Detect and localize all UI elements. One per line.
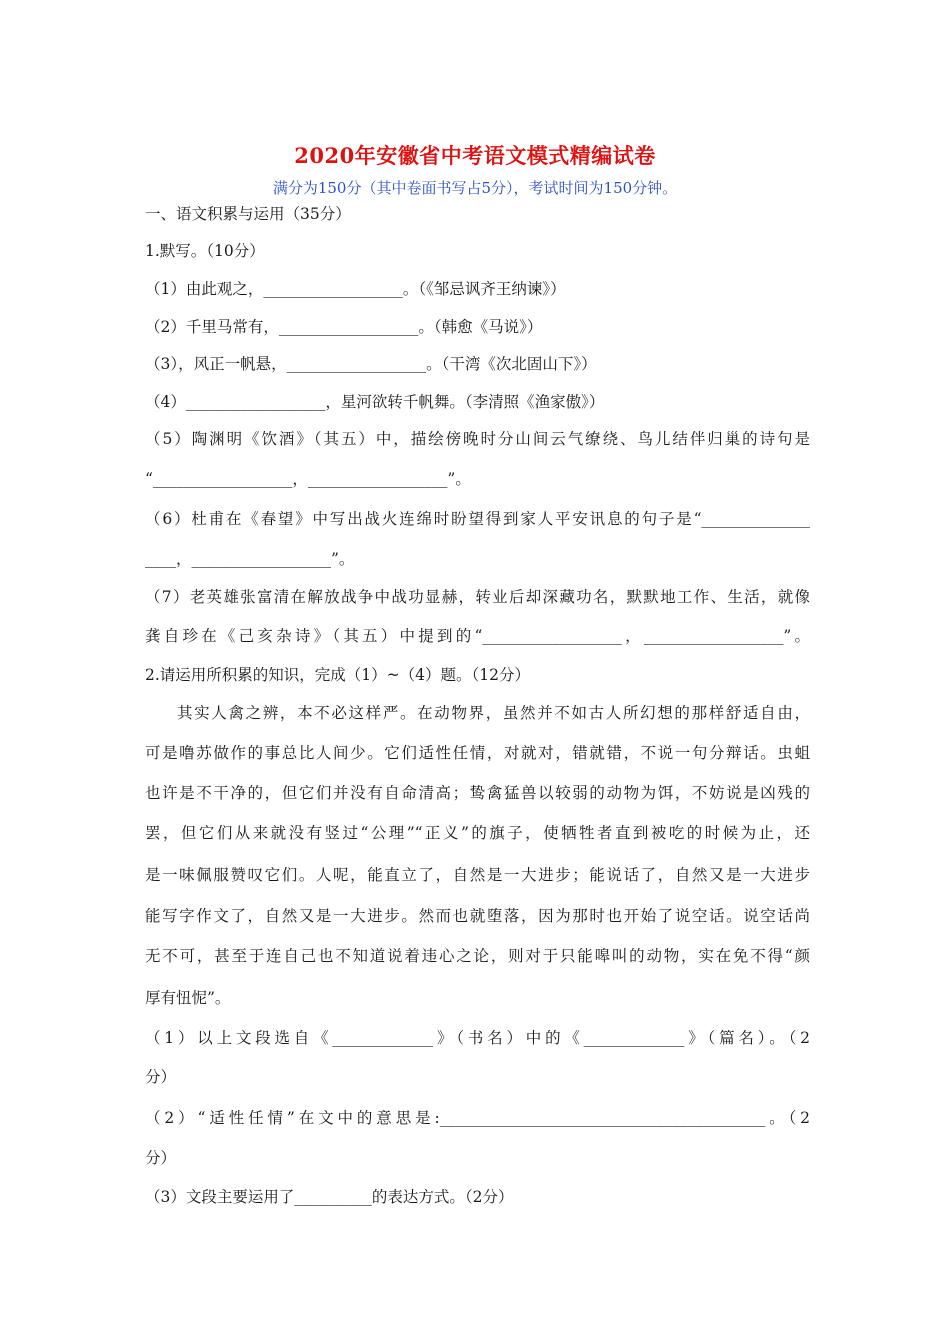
question-line: （3），风正一帆悬，__________________。（干湾《次北固山下》） xyxy=(145,355,597,373)
question-line: （4）__________________，星河欲转千帆舞。（李清照《渔家傲》） xyxy=(145,393,605,411)
question-line: “__________________，__________________”。 xyxy=(145,470,471,488)
passage-line: 可是噜苏做作的事总比人间少。它们适性任情，对就对，错就错，不说一句分辩话。虫蛆 xyxy=(145,744,810,762)
passage-line: 其实人禽之辨，本不必这样严。在动物界，虽然并不如古人所幻想的那样舒适自由， xyxy=(177,704,810,722)
question-line: （5）陶渊明《饮酒》（其五）中，描绘傍晚时分山间云气缭绕、鸟儿结伴归巢的诗句是 xyxy=(145,430,810,448)
question-line: 分） xyxy=(145,1068,177,1086)
question-heading: 1.默写。（10分） xyxy=(145,242,265,260)
question-line: ____，__________________”。 xyxy=(145,550,355,568)
exam-subtitle: 满分为150分（其中卷面书写占5分），考试时间为150分钟。 xyxy=(272,179,678,197)
question-line: 龚自珍在《己亥杂诗》（其五）中提到的“__________________，__________________”。 xyxy=(145,627,810,645)
passage-line: 能写字作文了，自然又是一大进步。然而也就堕落，因为那时也开始了说空话。说空话尚 xyxy=(145,907,810,925)
passage-line: 厚有忸怩”。 xyxy=(145,989,231,1007)
question-line: （1）由此观之，__________________。（《邹忌讽齐王纳谏》） xyxy=(145,280,566,298)
passage-line: 是一味佩服赞叹它们。人呢，能直立了，自然是一大进步；能说话了，自然又是一大进步 xyxy=(145,866,810,884)
question-line: （1）以上文段选自《_____________》（书名）中的《_____________》（篇名）。（2 xyxy=(145,1029,810,1047)
section-heading: 一、语文积累与运用（35分） xyxy=(145,205,351,223)
question-line: 分） xyxy=(145,1149,177,1167)
question-line: （7）老英雄张富清在解放战争中战功显赫，转业后却深藏功名，默默地工作、生活，就像 xyxy=(145,588,810,606)
question-line: （2）千里马常有，__________________。（韩愈《马说》） xyxy=(145,318,543,336)
passage-line: 罢，但它们从来就没有竖过“公理”“正义”的旗子，使牺牲者直到被吃的时候为止，还 xyxy=(145,824,810,842)
passage-line: 也许是不干净的，但它们并没有自命清高；鸷禽猛兽以较弱的动物为饵，不妨说是凶残的 xyxy=(145,784,810,802)
passage-line: 无不可，甚至于连自己也不知道说着违心之论，则对于只能嗥叫的动物，实在免不得“颜 xyxy=(145,947,810,965)
question-line: （6）杜甫在《春望》中写出战火连绵时盼望得到家人平安讯息的句子是“______________ xyxy=(145,510,810,528)
exam-title: 2020年安徽省中考语文模式精编试卷 xyxy=(294,143,656,168)
question-line: （3）文段主要运用了__________的表达方式。（2分） xyxy=(145,1188,514,1206)
question-line: （2）“适性任情”在文中的意思是:__________________________________________。（2 xyxy=(145,1109,810,1127)
question-heading: 2.请运用所积累的知识，完成（1）~（4）题。（12分） xyxy=(145,666,530,684)
